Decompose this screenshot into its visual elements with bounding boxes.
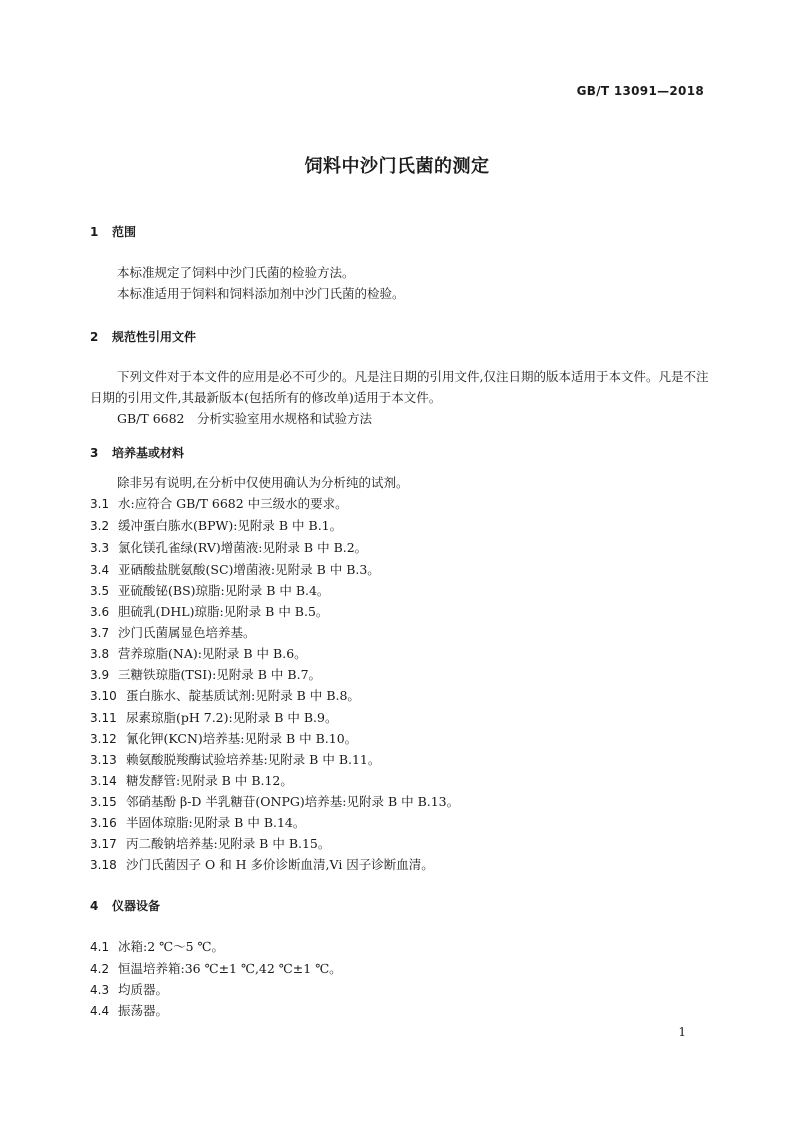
list-item <box>90 834 710 852</box>
item-text: 赖氨酸脱羧酶试验培养基:见附录 B 中 B.11。 <box>126 752 381 767</box>
item-number: 3.1 <box>90 497 110 511</box>
list-item <box>90 623 710 641</box>
item-number: 3.13 <box>90 753 117 767</box>
item-number: 3.7 <box>90 626 110 640</box>
item-text: 营养琼脂(NA):见附录 B 中 B.6。 <box>118 646 307 661</box>
item-number: 3.5 <box>90 584 110 598</box>
section-number: 2 <box>90 330 99 344</box>
list-item <box>90 959 710 977</box>
item-text: 沙门氏菌因子 O 和 H 多价诊断血清,Vi 因子诊断血清。 <box>126 857 434 872</box>
paragraph: 除非另有说明,在分析中仅使用确认为分析纯的试剂。 <box>117 475 409 490</box>
item-text: 水:应符合 GB/T 6682 中三级水的要求。 <box>118 496 348 511</box>
item-text: 邻硝基酚 β-D 半乳糖苷(ONPG)培养基:见附录 B 中 B.13。 <box>126 794 460 809</box>
section-number: 1 <box>90 225 99 239</box>
item-text: 缓冲蛋白胨水(BPW):见附录 B 中 B.1。 <box>118 518 343 533</box>
section-title: 培养基或材料 <box>112 446 185 460</box>
item-text: 均质器。 <box>118 982 169 997</box>
list-item <box>90 729 710 747</box>
item-text: 糖发酵管:见附录 B 中 B.12。 <box>126 773 293 788</box>
list-item <box>90 644 710 662</box>
paragraph: 下列文件对于本文件的应用是必不可少的。凡是注日期的引用文件,仅注日期的版本适用于本文件。凡是不注日期的引用文件,其最新版本(包括所有的修改单)适用于本文件。 <box>90 369 709 405</box>
section-title: 仪器设备 <box>112 899 161 913</box>
item-text: 沙门氏菌属显色培养基。 <box>118 625 256 640</box>
list-item <box>90 813 710 831</box>
paragraph: 本标准适用于饲料和饲料添加剂中沙门氏菌的检验。 <box>117 286 405 301</box>
item-text: 胆硫乳(DHL)琼脂:见附录 B 中 B.5。 <box>118 604 329 619</box>
item-text: 丙二酸钠培养基:见附录 B 中 B.15。 <box>126 836 331 851</box>
list-item <box>90 980 710 998</box>
section-number: 4 <box>90 899 99 913</box>
section-heading-2 <box>90 328 196 345</box>
list-item <box>90 792 710 810</box>
item-text: 亚硫酸铋(BS)琼脂:见附录 B 中 B.4。 <box>118 583 330 598</box>
item-number: 3.17 <box>90 837 117 851</box>
item-text: 冰箱:2 ℃～5 ℃。 <box>118 939 225 954</box>
item-number: 3.4 <box>90 563 110 577</box>
item-number: 3.12 <box>90 732 117 746</box>
item-text: 氰化钾(KCN)培养基:见附录 B 中 B.10。 <box>126 731 358 746</box>
list-item <box>90 750 710 768</box>
paragraph: 本标准规定了饲料中沙门氏菌的检验方法。 <box>117 265 355 280</box>
list-item <box>90 937 710 955</box>
list-item <box>90 560 710 578</box>
list-item <box>90 581 710 599</box>
item-number: 3.3 <box>90 541 110 555</box>
normative-reference: GB/T 6682 分析实验室用水规格和试验方法 <box>117 411 373 426</box>
list-item <box>90 538 710 556</box>
page-number: 1 <box>678 1025 686 1039</box>
section-heading-3 <box>90 444 184 461</box>
item-text: 氯化镁孔雀绿(RV)增菌液:见附录 B 中 B.2。 <box>118 540 368 555</box>
item-text: 恒温培养箱:36 ℃±1 ℃,42 ℃±1 ℃。 <box>118 961 342 976</box>
item-text: 亚硒酸盐胱氨酸(SC)增菌液:见附录 B 中 B.3。 <box>118 562 380 577</box>
document-title: 饲料中沙门氏菌的测定 <box>304 156 490 177</box>
section-number: 3 <box>90 446 99 460</box>
item-number: 3.15 <box>90 795 117 809</box>
list-item <box>90 855 710 873</box>
item-text: 蛋白胨水、靛基质试剂:见附录 B 中 B.8。 <box>126 688 360 703</box>
item-text: 尿素琼脂(pH 7.2):见附录 B 中 B.9。 <box>126 710 338 725</box>
list-item <box>90 771 710 789</box>
item-number: 3.9 <box>90 668 110 682</box>
section-title: 范围 <box>112 225 137 239</box>
list-item <box>90 494 710 512</box>
section-heading-1 <box>90 223 136 240</box>
item-number: 4.2 <box>90 962 110 976</box>
standard-code: GB/T 13091—2018 <box>576 84 704 98</box>
item-number: 4.1 <box>90 940 110 954</box>
item-number: 3.8 <box>90 647 110 661</box>
list-item <box>90 516 710 534</box>
item-text: 半固体琼脂:见附录 B 中 B.14。 <box>126 815 306 830</box>
list-item <box>90 665 710 683</box>
item-text: 振荡器。 <box>118 1003 169 1018</box>
section-heading-4 <box>90 897 160 914</box>
item-number: 3.6 <box>90 605 110 619</box>
item-number: 4.3 <box>90 983 110 997</box>
list-item <box>90 686 710 704</box>
list-item <box>90 1001 710 1019</box>
item-number: 3.18 <box>90 858 117 872</box>
list-item <box>90 708 710 726</box>
item-number: 3.11 <box>90 711 117 725</box>
list-item <box>90 602 710 620</box>
section-title: 规范性引用文件 <box>112 330 197 344</box>
item-number: 3.16 <box>90 816 117 830</box>
item-number: 3.10 <box>90 689 117 703</box>
item-number: 3.14 <box>90 774 117 788</box>
item-number: 4.4 <box>90 1004 110 1018</box>
item-text: 三糖铁琼脂(TSI):见附录 B 中 B.7。 <box>118 667 322 682</box>
item-number: 3.2 <box>90 519 110 533</box>
